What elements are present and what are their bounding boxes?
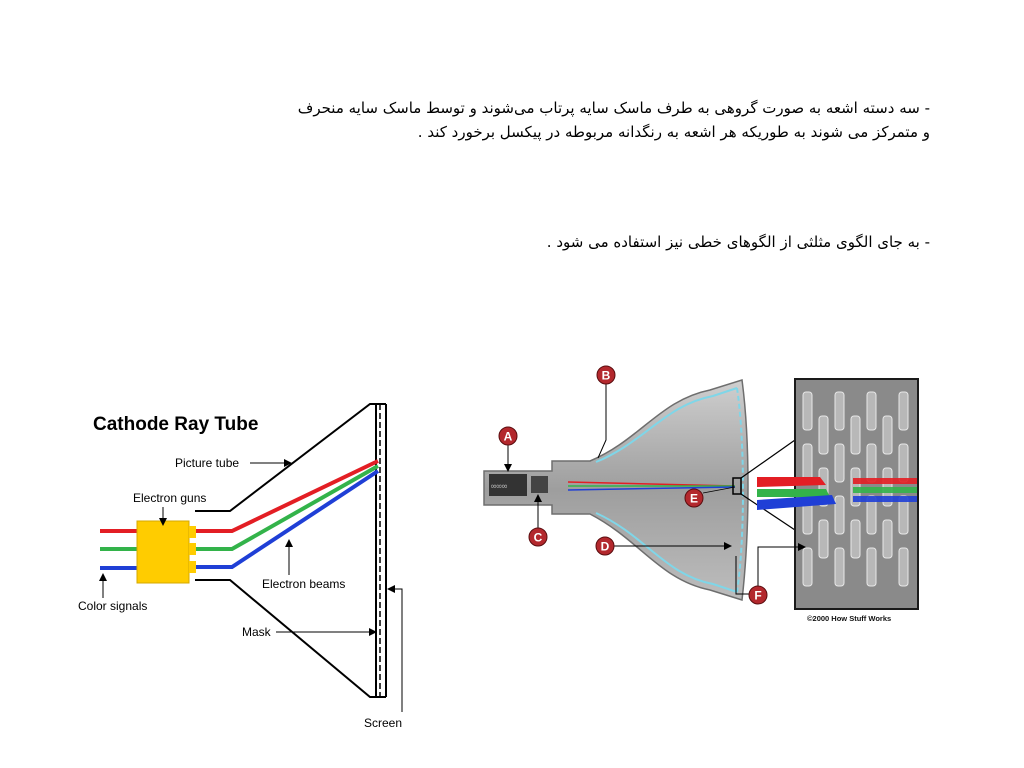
svg-text:C: C — [533, 530, 543, 545]
mask-slot — [867, 548, 876, 586]
svg-text:A: A — [503, 429, 513, 444]
label-mask: Mask — [242, 625, 271, 639]
blue-beam-through — [853, 496, 917, 502]
mask-slot — [899, 392, 908, 430]
mask-slot — [835, 392, 844, 430]
paragraph-line: - سه دسته اشعه به صورت گروهی به طرف ماسک سایه پرتاب می‌شوند و توسط ماسک سایه منحرف — [297, 99, 930, 117]
filament-glyph: ∞∞∞ — [491, 482, 508, 492]
label-electron-guns: Electron guns — [133, 491, 207, 505]
badge-c — [529, 528, 547, 546]
paragraph-line: و متمرکز می شوند به طوریکه هر اشعه به رنگدانه مربوطه در پیکسل برخورد کند . — [417, 123, 930, 141]
badge-b — [597, 366, 615, 384]
mask-slot — [835, 496, 844, 534]
svg-text:D: D — [600, 539, 610, 554]
crt-title: Cathode Ray Tube — [93, 414, 259, 435]
badge-f — [749, 586, 767, 604]
paragraph-line: - به جای الگوی مثلثی از الگوهای خطی نیز استفاده می شود . — [546, 233, 930, 251]
mask-slot — [867, 444, 876, 482]
mask-slot — [803, 392, 812, 430]
label-electron-beams: Electron beams — [262, 577, 346, 591]
mask-slot — [851, 520, 860, 558]
mask-slot — [867, 392, 876, 430]
mask-slot — [899, 444, 908, 482]
label-picture-tube: Picture tube — [175, 456, 240, 470]
green-beam-through — [853, 487, 917, 493]
zoom-leader-top — [741, 440, 795, 478]
mask-slot — [835, 444, 844, 482]
svg-text:E: E — [689, 491, 699, 506]
svg-text:F: F — [754, 588, 762, 603]
badge-a — [499, 427, 517, 445]
copyright-text: ©2000 How Stuff Works — [807, 614, 892, 623]
mask-slot — [851, 416, 860, 454]
mask-slot — [883, 416, 892, 454]
mask-slot — [819, 520, 828, 558]
red-beam-through — [853, 478, 917, 484]
label-screen: Screen — [364, 716, 403, 730]
mask-slot — [883, 520, 892, 558]
green-beam-zoom — [757, 489, 830, 497]
focusing-anode — [531, 476, 548, 493]
mask-slot — [803, 444, 812, 482]
mask-slot — [835, 548, 844, 586]
label-color-signals: Color signals — [78, 599, 148, 613]
badge-d — [596, 537, 614, 555]
badge-e — [685, 489, 703, 507]
mask-slot — [803, 548, 812, 586]
mask-slot — [899, 548, 908, 586]
mask-slot — [819, 416, 828, 454]
svg-text:B: B — [601, 368, 611, 383]
